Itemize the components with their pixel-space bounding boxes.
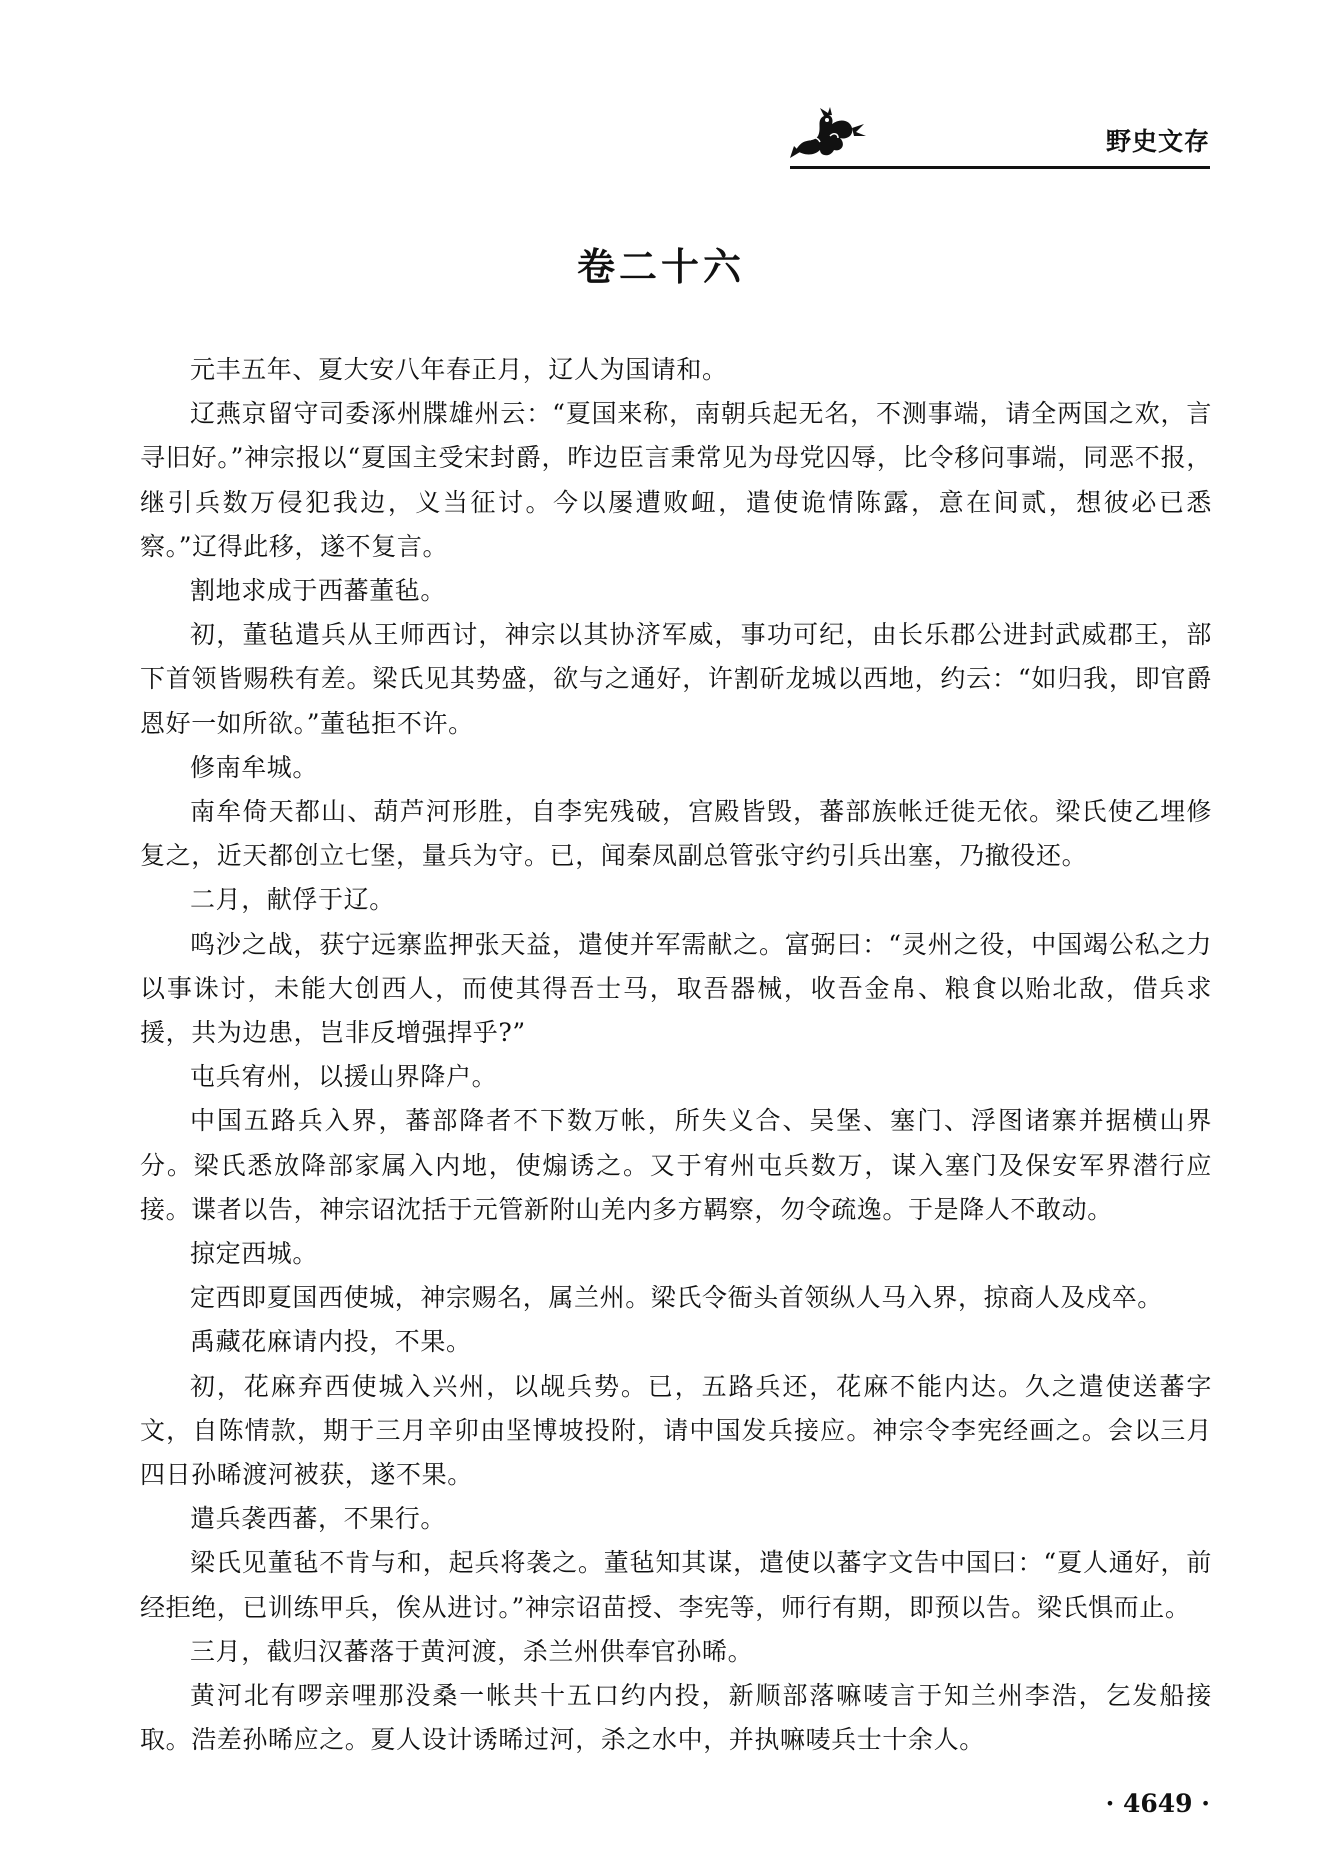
paragraph: 屯兵宥州，以援山界降户。 <box>190 1062 498 1092</box>
paragraph: 修南牟城。 <box>190 752 319 782</box>
paragraph: 辽燕京留守司委涿州牒雄州云：“夏国来称，南朝兵起无名，不测事端，请全两国之欢，言寻旧好。”神宗报以“夏国主受宋封爵，昨边臣言秉常见为母党囚辱，比令移问事端，同恶不报，继引兵数万侵犯我边，义当征讨。今以屡遭败衄，遣使诡情陈露，意在间贰，想彼必已悉察。”辽得此移，遂不复言。 <box>140 399 1212 561</box>
running-header <box>790 100 1210 170</box>
page-number: · 4649 · <box>1105 1789 1210 1818</box>
paragraph: 鸣沙之战，获宁远寨监押张天益，遣使并军需献之。富弼曰：“灵州之役，中国竭公私之力以事诛讨，未能大创西人，而使其得吾士马，取吾器械，收吾金帛、粮食以贻北敌，借兵求援，共为边患，岂非反增强捍乎?” <box>140 929 1212 1048</box>
paragraph: 三月，截归汉蕃落于黄河渡，杀兰州供奉官孙晞。 <box>190 1636 754 1666</box>
volume-title: 卷二十六 <box>576 245 745 289</box>
paragraph: 定西即夏国西使城，神宗赐名，属兰州。梁氏令衙头首领纵人马入界，掠商人及戍卒。 <box>190 1283 1163 1313</box>
series-title: 野史文存 <box>1105 127 1210 156</box>
body-text <box>140 348 1212 1763</box>
paragraph: 南牟倚天都山、葫芦河形胜，自李宪残破，宫殿皆毁，蕃部族帐迁徙无依。梁氏使乙埋修复之，近天都创立七堡，量兵为守。已，闻秦凤副总管张守约引兵出塞，乃撤役还。 <box>140 797 1212 871</box>
paragraph: 二月，献俘于辽。 <box>190 885 395 915</box>
paragraph: 元丰五年、夏大安八年春正月，辽人为国请和。 <box>190 355 728 384</box>
paragraph: 中国五路兵入界，蕃部降者不下数万帐，所失义合、吴堡、塞门、浮图诸寨并据横山界分。梁氏悉放降部家属入内地，使煽诱之。又于宥州屯兵数万，谋入塞门及保安军界潜行应接。谍者以告，神宗诏沈括于元管新附山羌内多方羁察，勿令疏逸。于是降人不敢动。 <box>140 1106 1212 1224</box>
header-rule <box>790 166 1210 169</box>
dragon-icon <box>790 106 868 164</box>
paragraph: 禹藏花麻请内投，不果。 <box>190 1327 472 1357</box>
paragraph: 初，董毡遣兵从王师西讨，神宗以其协济军威，事功可纪，由长乐郡公进封武威郡王，部下首领皆赐秩有差。梁氏见其势盛，欲与之通好，许割斫龙城以西地，约云：“如归我，即官爵恩好一如所欲。”董毡拒不许。 <box>140 620 1212 738</box>
paragraph: 梁氏见董毡不肯与和，起兵将袭之。董毡知其谋，遣使以蕃字文告中国曰：“夏人通好，前经拒绝，已训练甲兵，俟从进讨。”神宗诏苗授、李宪等，师行有期，即预以告。梁氏惧而止。 <box>140 1548 1212 1622</box>
paragraph: 遣兵袭西蕃，不果行。 <box>190 1504 447 1534</box>
paragraph: 初，花麻弃西使城入兴州，以觇兵势。已，五路兵还，花麻不能内达。久之遣使送蕃字文，自陈情款，期于三月辛卯由坚博坡投附，请中国发兵接应。神宗令李宪经画之。会以三月四日孙晞渡河被获，遂不果。 <box>140 1371 1212 1490</box>
paragraph: 掠定西城。 <box>190 1239 319 1269</box>
paragraph: 割地求成于西蕃董毡。 <box>190 576 447 606</box>
paragraph: 黄河北有啰亲哩那没桑一帐共十五口约内投，新顺部落嘛唛言于知兰州李浩，乞发船接取。浩差孙晞应之。夏人设计诱晞过河，杀之水中，并执嘛唛兵士十余人。 <box>140 1681 1212 1755</box>
